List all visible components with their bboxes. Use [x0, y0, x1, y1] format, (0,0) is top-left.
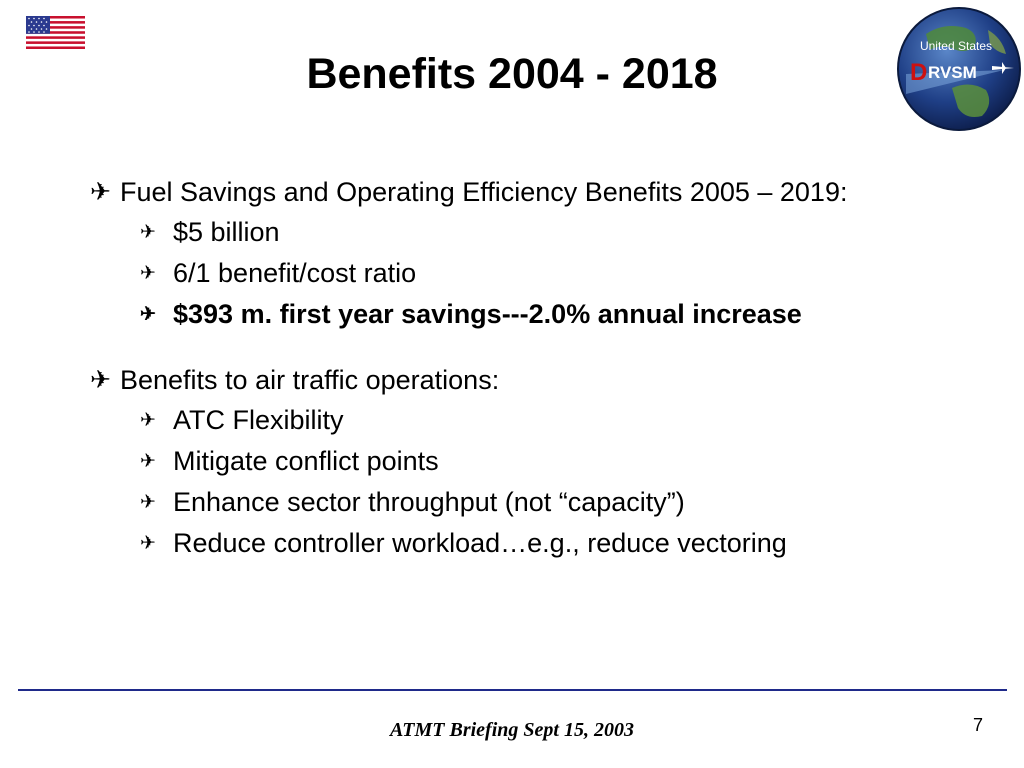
- airplane-icon: ✈: [140, 410, 156, 431]
- list-item: ✈ ATC Flexibility: [140, 405, 344, 435]
- section-atc-benefits: [90, 364, 970, 396]
- list-item: ✈ Mitigate conflict points: [140, 446, 439, 476]
- list-item: ✈ $5 billion: [140, 217, 280, 247]
- logo-line1: United States: [919, 39, 993, 53]
- slide-body: [90, 176, 970, 559]
- slide-title: Benefits 2004 - 2018: [306, 50, 718, 98]
- list-item: ✈ $393 m. first year savings---2.0% annual increase: [140, 299, 802, 329]
- section-heading: Benefits to air traffic operations:: [120, 365, 500, 395]
- footer-text: ATMT Briefing Sept 15, 2003: [390, 719, 634, 741]
- section-fuel-savings: [90, 176, 970, 208]
- airplane-icon: ✈: [140, 492, 156, 513]
- list-item: ✈ Reduce controller workload…e.g., reduce vectoring: [140, 528, 787, 558]
- list-item: ✈ Enhance sector throughput (not “capacity”): [140, 487, 685, 517]
- airplane-icon: ✈: [90, 366, 111, 394]
- list-item: ✈ 6/1 benefit/cost ratio: [140, 258, 417, 288]
- airplane-icon: ✈: [140, 533, 156, 554]
- us-flag-icon: [26, 16, 85, 49]
- logo-initial: D: [910, 59, 928, 86]
- airplane-icon: ✈: [90, 178, 111, 206]
- section-heading: Fuel Savings and Operating Efficiency Benefits 2005 – 2019:: [120, 177, 848, 207]
- drvsm-globe-logo: [896, 4, 1022, 134]
- footer-rule: [18, 689, 1007, 691]
- airplane-icon: ✈: [140, 222, 156, 243]
- page-number: 7: [973, 715, 984, 735]
- airplane-icon: ✈: [140, 263, 156, 284]
- logo-line2: RVSM: [928, 63, 977, 82]
- airplane-icon: ✈: [140, 304, 156, 325]
- airplane-icon: ✈: [140, 451, 156, 472]
